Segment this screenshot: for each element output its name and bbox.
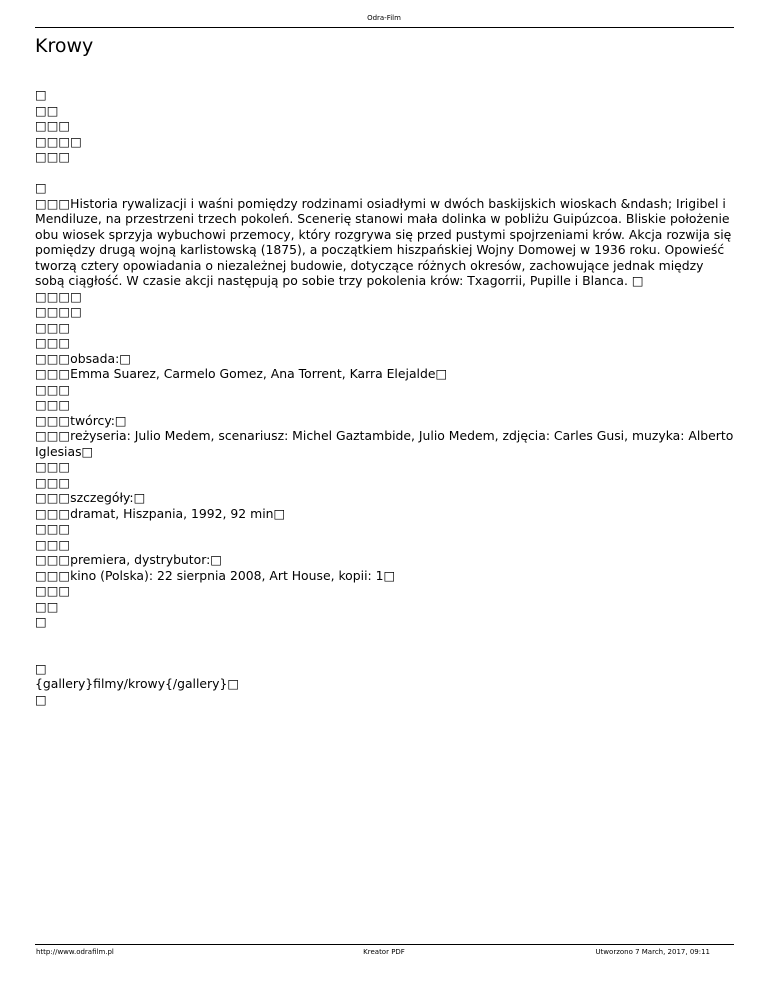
top-lines [35,87,735,165]
text-line: □□□□ [35,133,82,149]
text-line: □□ [35,102,59,118]
text-line: □□□ [35,335,71,350]
text-line: □□□□ [35,288,82,304]
text-line: □□□ [35,381,71,397]
footer-created: Utworzono 7 March, 2017, 09:11 [595,948,710,956]
detail-lines [35,289,735,630]
text-line: □□□ [35,536,71,552]
text-line: □□□ [35,459,71,474]
page-title: Krowy [35,35,94,57]
synopsis-paragraph: □□□Historia rywalizacji i waśni pomiędzy rodzinami osiadłymi w dwóch baskijskich wioskach &ndash; Irigibel i Mendiluze, na przestrzeni trzech pokoleń. Scenerię stanowi mała dolinka w pobliżu Guipúzcoa. Bliskie położenie obu wiosek sprzyja wybuchowi przemocy, który rozgrywa się przed pustymi spojrzeniami krów. Akcja rozwija się pomiędzy drugą wojną karlistowską (1875), a początkiem hiszpańskiej Wojny Domowej w 1936 roku. Opowieść tworzą cztery opowiadania o niezależnej budowie, dotyczące różnych okresów, zachowujące jednak między sobą ciągłość. W czasie akcji następują po sobie trzy pokolenia krów: Txagorrii, Pupille i Blanca. □ [35,195,732,288]
text-line: □□□ [35,474,71,490]
text-line: □ [35,614,47,629]
text-line: □□□ [35,149,71,164]
header-divider [35,27,734,28]
text-line: □□□kino (Polska): 22 sierpnia 2008, Art House, kopii: 1□ [35,567,396,583]
page-header: Odra-Film [367,14,401,22]
text-line: □□□szczegóły:□ [35,490,146,505]
spacer [35,645,735,661]
text-line: □□ [35,598,59,614]
text-line: □□□obsada:□ [35,350,131,366]
text-line: □ [35,691,47,707]
footer-generator: Kreator PDF [363,948,405,956]
text-line: □□□dramat, Hiszpania, 1992, 92 min□ [35,505,286,521]
text-line: □□□ [35,583,71,598]
text-line: □ [35,660,47,676]
text-line: □□□□ [35,304,82,319]
text-line: □ [35,87,47,102]
text-line: □□□Emma Suarez, Carmelo Gomez, Ana Torrent, Karra Elejalde□ [35,366,448,381]
text-line: {gallery}filmy/krowy{/gallery}□ [35,676,240,691]
text-line: □□□ [35,521,71,536]
synopsis-marker: □ [35,180,47,195]
footer-divider [35,944,734,945]
text-line: □□□reżyseria: Julio Medem, scenariusz: Michel Gaztambide, Julio Medem, zdjęcia: Carles Gusi, muzyka: Alberto Iglesias□ [35,428,734,459]
document-body [35,87,735,707]
gallery-lines [35,661,735,708]
text-line: □□□ [35,397,71,412]
text-line: □□□twórcy:□ [35,412,127,428]
footer-url: http://www.odrafilm.pl [36,948,114,956]
spacer [35,630,735,646]
text-line: □□□premiera, dystrybutor:□ [35,552,222,567]
spacer [35,165,735,181]
text-line: □□□ [35,118,71,133]
text-line: □□□ [35,319,71,335]
